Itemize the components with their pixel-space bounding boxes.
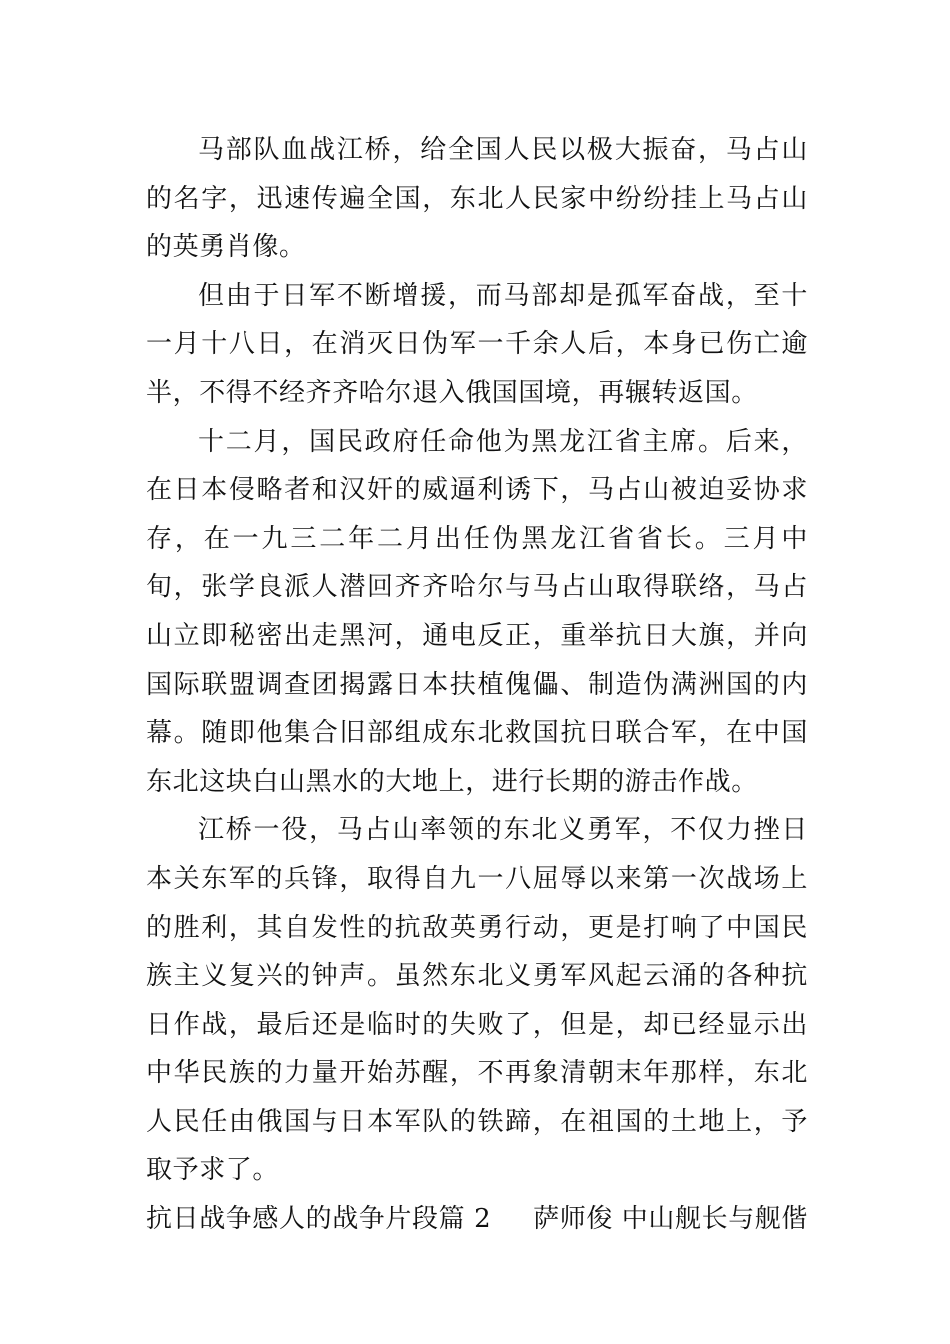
paragraph-4: 江桥一役，马占山率领的东北义勇军，不仅力挫日本关东军的兵锋，取得自九一八屈辱以来第一次战场上的胜利，其自发性的抗敌英勇行动，更是打响了中国民族主义复兴的钟声。虽然东北义勇军风起云涌的各种抗日作战，最后还是临时的失败了，但是，却已经显示出中华民族的力量开始苏醒，不再象清朝末年那样，东北人民任由俄国与日本军队的铁蹄，在祖国的土地上，予取予求了。 [146, 815, 808, 1186]
section-title: 抗日战争感人的战争片段篇 2 [146, 1204, 492, 1235]
section-heading [146, 1195, 808, 1244]
paragraph-1: 马部队血战江桥，给全国人民以极大振奋，马占山的名字，迅速传遍全国，东北人民家中纷纷挂上马占山的英勇肖像。 [146, 135, 808, 263]
paragraph-2: 但由于日军不断增援，而马部却是孤军奋战，至十一月十八日，在消灭日伪军一千余人后，本身已伤亡逾半，不得不经齐齐哈尔退入俄国国境，再辗转返国。 [146, 280, 808, 408]
paragraph-3: 十二月，国民政府任命他为黑龙江省主席。后来，在日本侵略者和汉奸的威逼利诱下，马占山被迫妥协求存，在一九三二年二月出任伪黑龙江省省长。三月中旬，张学良派人潜回齐齐哈尔与马占山取得联络，马占山立即秘密出走黑河，通电反正，重举抗日大旗，并向国际联盟调查团揭露日本扶植傀儡、制造伪满洲国的内幕。随即他集合旧部组成东北救国抗日联合军，在中国东北这块白山黑水的大地上，进行长期的游击作战。 [146, 426, 808, 797]
document-body [146, 126, 808, 1244]
section-subtitle: 萨师俊 中山舰长与舰偕 [533, 1204, 808, 1235]
